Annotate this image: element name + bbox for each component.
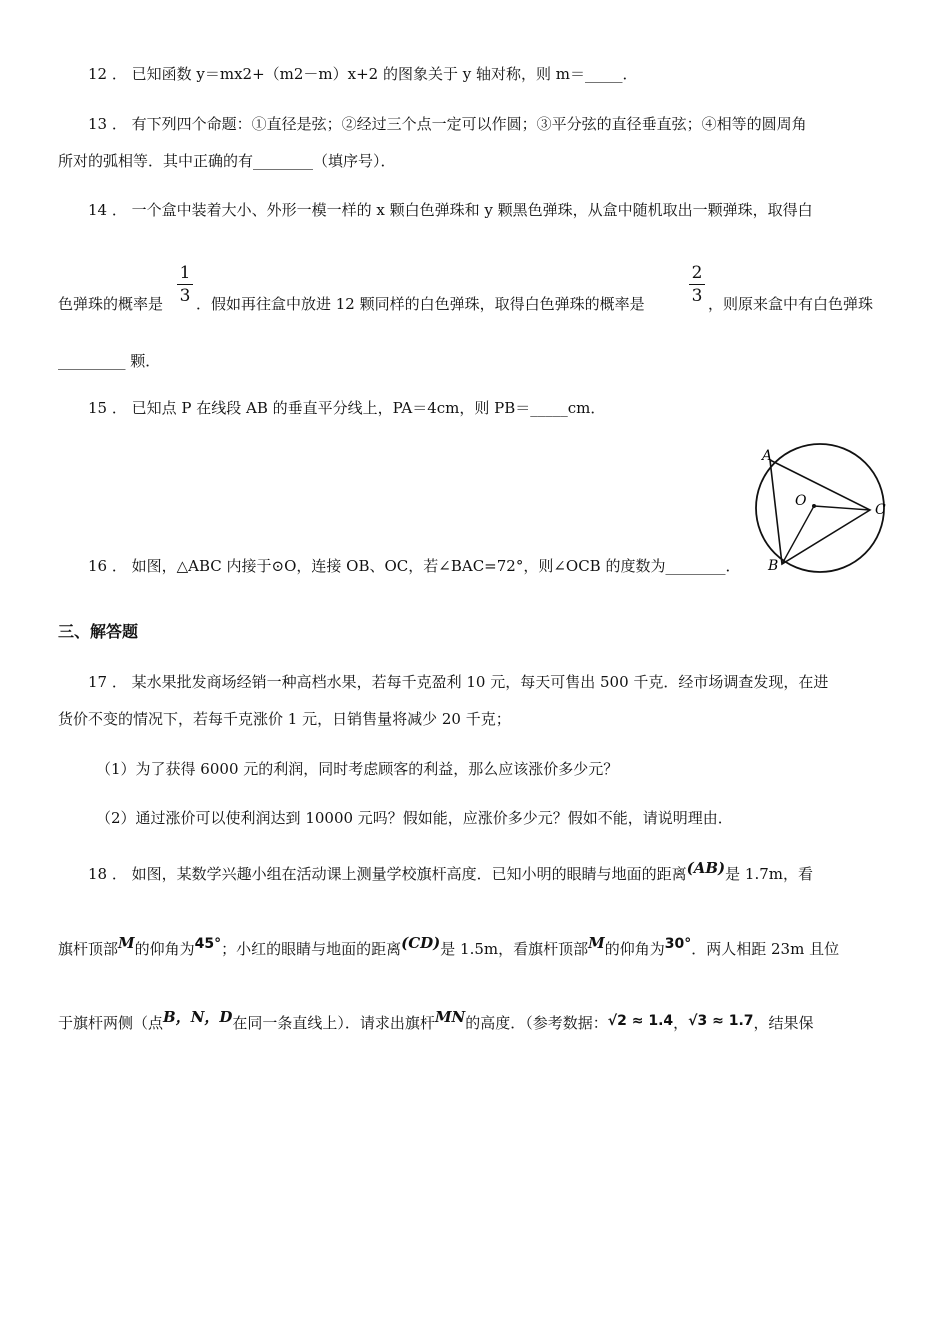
math-30-degrees: 30° (664, 936, 692, 952)
fraction-numerator: 2 (691, 263, 703, 283)
circle-triangle-figure (750, 442, 892, 574)
math-ab: (AB) (686, 859, 726, 877)
math-sqrt3: √3 ≈ 1.7 (688, 1013, 754, 1029)
math-45-degrees: 45° (194, 936, 222, 952)
fraction-denominator: 3 (179, 286, 191, 306)
question-14-line-2a: 色弹珠的概率是 (58, 295, 164, 313)
text-run: 是 1.5m，看旗杆顶部 (440, 940, 589, 958)
question-12: 12 ． 已知函数 y＝mx2+（m2－m）x+2 的图象关于 y 轴对称，则 m＝_____． (88, 65, 638, 83)
math-bnd-points: B，N，D (163, 1008, 233, 1026)
label-b: B (768, 558, 779, 574)
fraction-denominator: 3 (691, 286, 703, 306)
question-13-line-1: 13 ． 有下列四个命题：①直径是弦；②经过三个点一定可以作圆；③平分弦的直径垂直弦；④相等的圆周角 (88, 115, 807, 133)
fraction-two-thirds (689, 264, 705, 305)
question-18-line-2 (58, 934, 840, 961)
question-15: 15 ． 已知点 P 在线段 AB 的垂直平分线上，PA＝4cm，则 PB＝_____cm． (88, 399, 606, 417)
text-run: ， (673, 1014, 689, 1032)
math-sqrt2: √2 ≈ 1.4 (607, 1013, 674, 1029)
section-heading: 三、解答题 (58, 622, 139, 641)
question-18-line-1 (88, 859, 814, 885)
label-c: C (875, 502, 886, 518)
text-run: 的仰角为 (134, 940, 195, 958)
text-run: ；小红的眼睛与地面的距离 (221, 940, 402, 958)
question-18-line-3 (58, 1008, 814, 1035)
fraction-bar (689, 284, 705, 285)
math-mn: MN (434, 1008, 466, 1026)
question-17-part-2: （2）通过涨价可以使利润达到 10000 元吗？假如能，应涨价多少元？假如不能，请说明理由． (96, 809, 733, 827)
question-16: 16 ． 如图，△ABC 内接于⊙O，连接 OB、OC，若∠BAC=72°，则∠OCB 的度数为________． (88, 557, 741, 575)
math-m: M (588, 934, 605, 952)
text-run: 的高度．（参考数据： (465, 1014, 608, 1032)
fraction-numerator: 1 (179, 263, 191, 283)
text-run: 是 1.7m，看 (725, 865, 814, 883)
center-point (812, 504, 816, 508)
text-run: 于旗杆两侧（点 (58, 1014, 164, 1032)
triangle-abc (770, 460, 870, 564)
segment-ob (782, 506, 814, 564)
math-m: M (118, 934, 135, 952)
label-a: A (762, 448, 773, 464)
text-run: 旗杆顶部 (58, 940, 119, 958)
question-13-line-2: 所对的弧相等．其中正确的有________（填序号）． (58, 152, 396, 170)
text-run: 在同一条直线上）．请求出旗杆 (232, 1014, 435, 1032)
fraction-bar (177, 284, 193, 285)
question-17-part-1: （1）为了获得 6000 元的利润，同时考虑顾客的利益，那么应该涨价多少元？ (96, 760, 619, 778)
math-cd: (CD) (401, 934, 441, 952)
text-run: ，结果保 (753, 1014, 814, 1032)
question-14-line-3: _________ 颗． (58, 352, 161, 370)
question-14-line-2b: ．假如再往盒中放进 12 颗同样的白色弹珠，取得白色弹珠的概率是 (196, 295, 645, 313)
text-run: 的仰角为 (604, 940, 665, 958)
question-17-line-2: 货价不变的情况下，若每千克涨价 1 元，日销售量将减少 20 千克； (58, 710, 511, 728)
question-14-line-2c: ，则原来盒中有白色弹珠 (708, 295, 874, 313)
question-17-line-1: 17 ． 某水果批发商场经销一种高档水果，若每千克盈利 10 元，每天可售出 500 千克．经市场调查发现，在进 (88, 673, 829, 691)
text-run: 18 ． 如图，某数学兴趣小组在活动课上测量学校旗杆高度．已知小明的眼睛与地面的距离 (88, 865, 687, 883)
fraction-one-third (177, 264, 193, 305)
question-14-line-1: 14 ． 一个盒中装着大小、外形一模一样的 x 颗白色弹珠和 y 颗黑色弹珠，从盒中随机取出一颗弹珠，取得白 (88, 201, 813, 219)
label-o: O (795, 493, 807, 509)
text-run: ．两人相距 23m 且位 (691, 940, 840, 958)
